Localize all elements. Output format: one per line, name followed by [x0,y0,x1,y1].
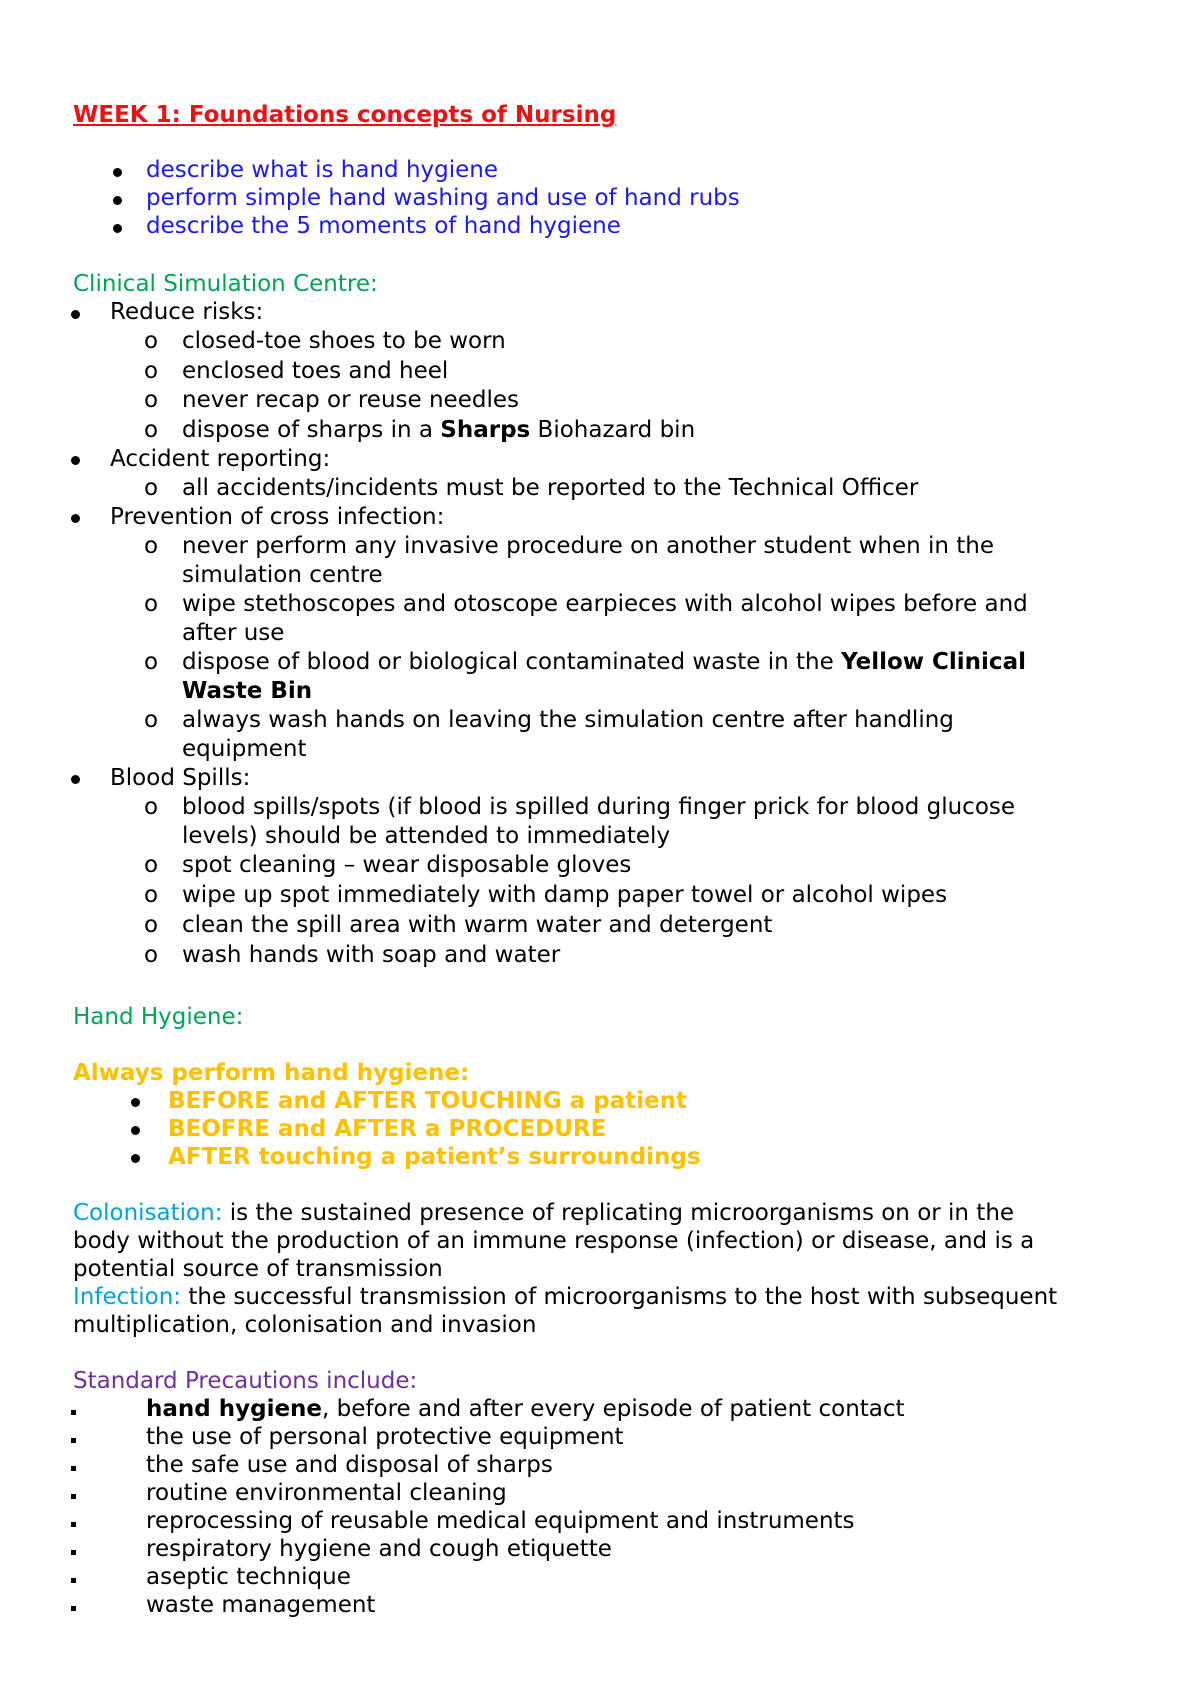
list-item: clean the spill area with warm water and detergent [182,912,773,938]
list-item: spot cleaning – wear disposable gloves [182,852,632,878]
list-item: dispose of sharps in a Sharps Biohazard bin [182,417,696,443]
square-bullet-icon [71,1466,76,1471]
reduce-risks-label: Reduce risks: [110,299,264,325]
objective-item: perform simple hand washing and use of hand rubs [146,185,740,211]
square-bullet-icon [71,1494,76,1499]
circle-bullet-icon: o [144,591,159,617]
precaution-item: routine environmental cleaning [146,1480,507,1506]
list-item-continued: simulation centre [182,562,383,588]
list-item: wipe up spot immediately with damp paper towel or alcohol wipes [182,882,948,908]
precaution-item: reprocessing of reusable medical equipment and instruments [146,1508,855,1534]
list-item-continued: after use [182,620,285,646]
list-item-continued: Waste Bin [182,678,313,704]
square-bullet-icon [71,1522,76,1527]
circle-bullet-icon: o [144,649,159,675]
circle-bullet-icon: o [144,942,159,968]
week-heading: WEEK 1: Foundations concepts of Nursing [73,102,617,128]
accident-label: Accident reporting: [110,446,331,472]
precaution-item: hand hygiene, before and after every episode of patient contact [146,1396,905,1422]
square-bullet-icon [71,1578,76,1583]
circle-bullet-icon: o [144,358,159,384]
circle-bullet-icon: o [144,707,159,733]
list-item-continued: levels) should be attended to immediately [182,823,671,849]
colonisation-definition-continued: body without the production of an immune response (infection) or disease, and is a [73,1228,1035,1254]
list-item: always wash hands on leaving the simulation centre after handling [182,707,954,733]
precaution-item: aseptic technique [146,1564,351,1590]
precaution-item: waste management [146,1592,376,1618]
circle-bullet-icon: o [144,328,159,354]
precaution-item: respiratory hygiene and cough etiquette [146,1536,612,1562]
infection-definition-continued: multiplication, colonisation and invasion [73,1312,537,1338]
hand-hygiene-title: Hand Hygiene: [73,1004,244,1030]
circle-bullet-icon: o [144,475,159,501]
circle-bullet-icon: o [144,387,159,413]
bullet-icon [113,168,122,177]
list-item: dispose of blood or biological contaminated waste in the Yellow Clinical [182,649,1026,675]
list-item: all accidents/incidents must be reported to the Technical Officer [182,475,919,501]
square-bullet-icon [71,1550,76,1555]
circle-bullet-icon: o [144,533,159,559]
standard-precautions-title: Standard Precautions include: [73,1368,418,1394]
bullet-icon [71,310,80,319]
hygiene-moment-item: AFTER touching a patient’s surroundings [168,1144,701,1170]
colonisation-definition-continued: potential source of transmission [73,1256,443,1282]
list-item-continued: equipment [182,736,307,762]
bullet-icon [71,514,80,523]
clinical-title: Clinical Simulation Centre: [73,271,378,297]
list-item: never perform any invasive procedure on another student when in the [182,533,995,559]
blood-spills-label: Blood Spills: [110,765,251,791]
circle-bullet-icon: o [144,794,159,820]
objective-item: describe what is hand hygiene [146,157,498,183]
infection-definition: Infection: the successful transmission of microorganisms to the host with subsequent [73,1284,1058,1310]
always-perform-title: Always perform hand hygiene: [73,1060,470,1086]
list-item: wash hands with soap and water [182,942,561,968]
bullet-icon [131,1098,140,1107]
bullet-icon [113,224,122,233]
circle-bullet-icon: o [144,417,159,443]
bullet-icon [131,1126,140,1135]
precaution-item: the use of personal protective equipment [146,1424,624,1450]
square-bullet-icon [71,1438,76,1443]
bullet-icon [71,456,80,465]
hygiene-moment-item: BEFORE and AFTER TOUCHING a patient [168,1088,688,1114]
list-item: wipe stethoscopes and otoscope earpieces with alcohol wipes before and [182,591,1028,617]
list-item: never recap or reuse needles [182,387,519,413]
bullet-icon [131,1154,140,1163]
objective-item: describe the 5 moments of hand hygiene [146,213,621,239]
square-bullet-icon [71,1410,76,1415]
circle-bullet-icon: o [144,912,159,938]
bullet-icon [71,775,80,784]
list-item: closed-toe shoes to be worn [182,328,506,354]
square-bullet-icon [71,1606,76,1611]
colonisation-definition: Colonisation: is the sustained presence of replicating microorganisms on or in the [73,1200,1015,1226]
circle-bullet-icon: o [144,882,159,908]
prevention-label: Prevention of cross infection: [110,504,445,530]
hygiene-moment-item: BEOFRE and AFTER a PROCEDURE [168,1116,607,1142]
list-item: enclosed toes and heel [182,358,449,384]
precaution-item: the safe use and disposal of sharps [146,1452,553,1478]
circle-bullet-icon: o [144,852,159,878]
list-item: blood spills/spots (if blood is spilled during finger prick for blood glucose [182,794,1016,820]
bullet-icon [113,196,122,205]
